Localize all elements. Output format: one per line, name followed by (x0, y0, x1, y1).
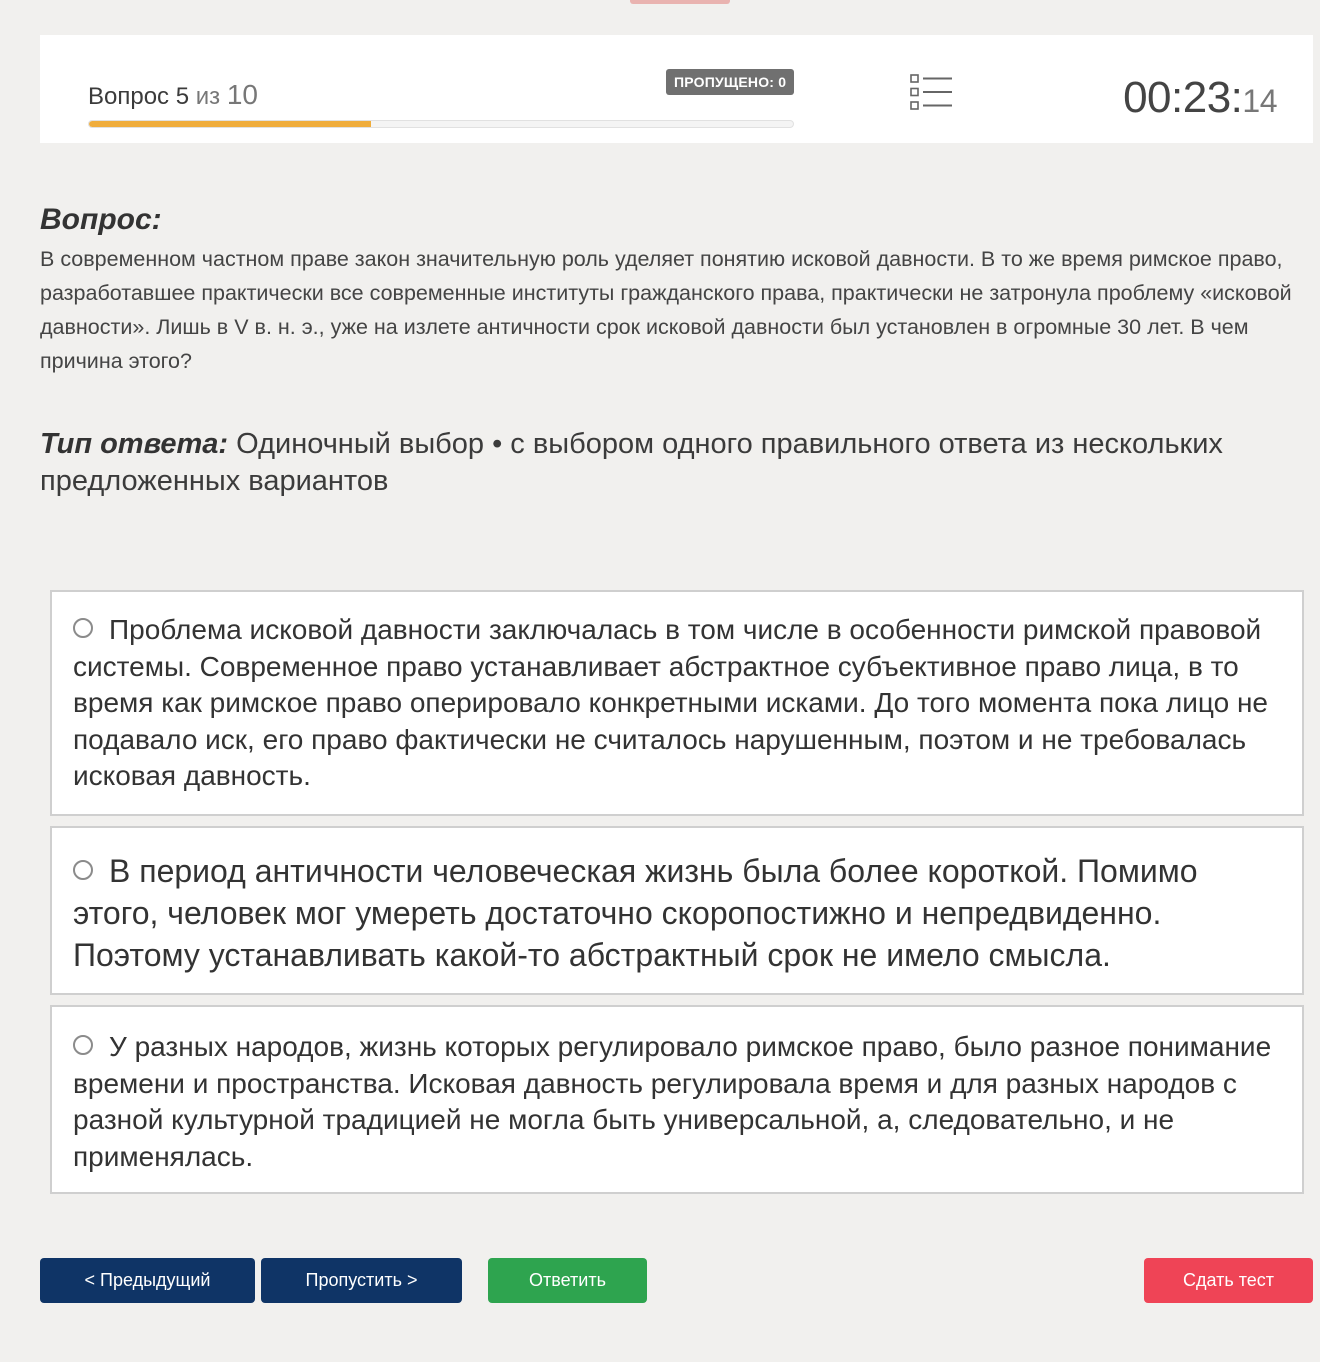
of-word: из (195, 83, 221, 110)
answer-option-text: Проблема исковой давности заключалась в том числе в особенности римской правовой системы. Современное право устанавливает абстрактное субъективное право лица, в то время как римское право оперировало конкретными исками. До того момента пока лицо не подавало иск, его право фактически не считалось нарушенным, поэтом и не требовалась исковая давность. (73, 614, 1268, 791)
radio-button-icon[interactable] (73, 860, 93, 880)
timer-seconds: 14 (1242, 83, 1277, 119)
question-word: Вопрос (88, 83, 170, 110)
answer-option-2[interactable] (50, 826, 1304, 995)
answer-option-3[interactable] (50, 1005, 1304, 1194)
progress-bar (88, 120, 794, 128)
skip-button[interactable]: Пропустить > (261, 1258, 462, 1303)
quiz-header (40, 35, 1313, 143)
answer-option-1[interactable] (50, 590, 1304, 816)
answer-option-text: У разных народов, жизнь которых регулировало римское право, было разное понимание времени и пространства. Исковая давность регулировала время и для разных народов с разной культурной традицией не могла быть универсальной, а, следовательно, и не применялась. (73, 1031, 1272, 1172)
answer-type (40, 426, 1300, 500)
progress-fill (89, 121, 371, 127)
current-question-number: 5 (175, 83, 190, 110)
top-accent (630, 0, 730, 4)
submit-test-button[interactable]: Сдать тест (1144, 1258, 1313, 1303)
answer-type-value: Одиночный выбор • с выбором одного правильного ответа из нескольких предложенных вариантов (40, 428, 1223, 497)
radio-button-icon[interactable] (73, 618, 93, 638)
question-counter (88, 79, 258, 111)
previous-button[interactable]: < Предыдущий (40, 1258, 255, 1303)
question-text: В современном частном праве закон значительную роль уделяет понятию исковой давности. В то же время римское право, разработавшее практически все современные институты гражданского права, практически не затронула проблему «исковой давности». Лишь в V в. н. э., уже на излете античности срок исковой давности был установлен в огромные 30 лет. В чем причина этого? (40, 247, 1292, 373)
total-questions: 10 (226, 79, 258, 110)
timer (1123, 73, 1277, 123)
answer-type-label: Тип ответа: (40, 428, 229, 460)
skipped-badge: ПРОПУЩЕНО: 0 (666, 69, 794, 95)
radio-button-icon[interactable] (73, 1035, 93, 1055)
question-label: Вопрос: (40, 203, 162, 236)
answer-button[interactable]: Ответить (488, 1258, 647, 1303)
answer-option-text: В период античности человеческая жизнь была более короткой. Помимо этого, человек мог умереть достаточно скоропостижно и непредвиденно. Поэтому устанавливать какой-то абстрактный срок не имело смысла. (73, 853, 1198, 973)
question-list-icon[interactable] (910, 73, 954, 111)
timer-main: 00:23: (1123, 73, 1243, 122)
